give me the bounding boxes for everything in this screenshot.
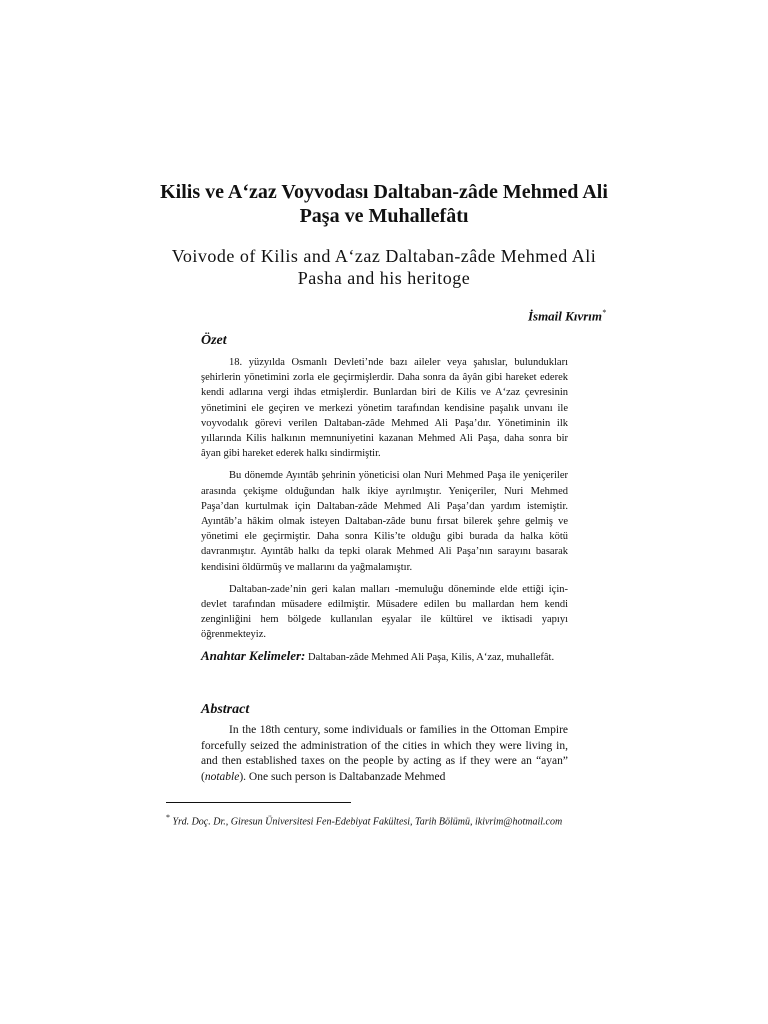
abstract-text-before: In the 18th century, some individuals or families in the Ottoman Empire forcefully seized the administration of the cities in which they were living in, and then established taxes on the people by acting as if they were an “ayan” ( [201, 724, 568, 783]
abstract-body [201, 723, 568, 785]
abstract-heading: Abstract [201, 702, 250, 717]
keywords-text: Daltaban-zâde Mehmed Ali Paşa, Kilis, A‘zaz, muhallefât. [308, 652, 555, 663]
author-footnote-mark: * [602, 308, 606, 317]
abstract-text-after: ). One such person is Daltabanzade Mehmed [239, 770, 446, 783]
author-name: İsmail Kıvrım [527, 308, 602, 324]
ozet-heading: Özet [201, 333, 227, 348]
keywords-block [201, 648, 568, 665]
article-subtitle: Voivode of Kilis and A‘zaz Daltaban-zâde Mehmed Ali Pasha and his heritoge [171, 246, 597, 288]
abstract-italic-word: notable [204, 770, 240, 783]
keywords-label: Anahtar Kelimeler: [201, 648, 306, 663]
ozet-body [201, 355, 568, 650]
ozet-paragraph-1: 18. yüzyılda Osmanlı Devleti’nde bazı aileler veya şahıslar, bulundukları şehirlerin yönetimini zorla ele geçirmişlerdir. Daha sonra da âyân gibi hareket ederek kendi adlarına vergi ihdas etmişlerdir. Bunlardan biri de Kilis ve A‘zaz çevresinin yönetimini ele geçiren ve merkezi yönetim tarafından kendisine paşalık unvanı ile voyvodalık görevi verilen Daltaban-zâde Mehmed Ali Paşa’dır. Yönetiminin ilk yıllarında Kilis halkının memnuniyetini kazanan Mehmed Ali Paşa, daha sonra bir âyan gibi hareket ederek halkı sindirmiştir. [201, 357, 568, 460]
ozet-paragraph-3: Daltaban-zade’nin geri kalan malları -memuluğu döneminde elde ettiği için- devlet tarafından müsadere edilmiştir. Müsadere edilen bu mallardan hem kendi zenginliğini hem bölgede kullanılan eşyalar ile kültürel ve iktisadi yapıyı öğrenmekteyiz. [201, 583, 568, 641]
footnote-mark: * [166, 813, 170, 822]
author-byline [528, 308, 606, 324]
footnote [166, 810, 606, 829]
footnote-text: Yrd. Doç. Dr., Giresun Üniversitesi Fen-Edebiyat Fakültesi, Tarih Bölümü, ikivrim@hotmail.com [172, 816, 563, 828]
footnote-rule [166, 802, 351, 803]
ozet-paragraph-2: Bu dönemde Ayıntâb şehrinin yöneticisi olan Nuri Mehmed Paşa ile yeniçeriler arasında çekişme olduğundan halk ikiye ayrılmıştır. Yeniçeriler, Nuri Mehmed Paşa’dan kurtulmak için Daltaban-zâde Mehmed Ali Paşa’dan yardım istemiştir. Ayıntâb’a hâkim olmak isteyen Daltaban-zâde bunu fırsat bilerek şehre gelmiş ve yönetimi ele geçirmiştir. Daha sonra Kilis’te olduğu gibi burada da halka kötü davranmıştır. Ayıntâb halkı da tepki olarak Mehmed Ali Paşa’nın sarayını basarak kendisini öldürmüş ve mallarını da yağmalamıştır. [201, 470, 568, 573]
article-title: Kilis ve A‘zaz Voyvodası Daltaban-zâde Mehmed Ali Paşa ve Muhallefâtı [160, 181, 608, 227]
abstract-paragraph [201, 723, 568, 785]
